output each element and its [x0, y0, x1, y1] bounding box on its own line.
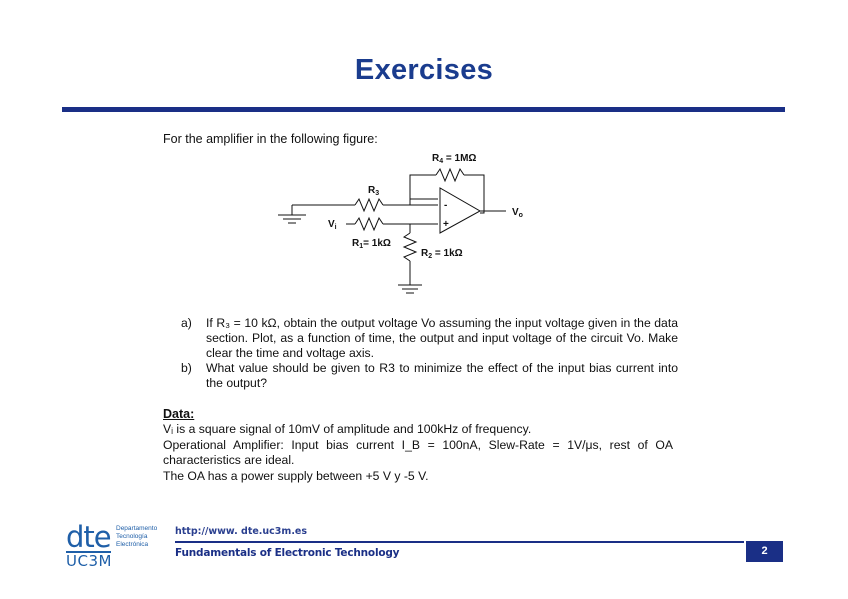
data-line-opamp: Operational Amplifier: Input bias current I_B = 100nA, Slew-Rate = 1V/μs, rest of OA characteristics are ideal. — [163, 437, 673, 467]
logo-uc3m-text: UC3M — [66, 552, 112, 570]
svg-text:R4 = 1MΩ: $R_4 = 1M\Omega$ — [432, 153, 477, 165]
svg-text:R2 = 1kΩ: $R_2 = 1k\Omega$ — [421, 248, 463, 260]
dte-logo — [66, 520, 166, 570]
logo-dte-text: dte — [66, 520, 111, 554]
footer-url-link[interactable]: http://www. dte.uc3m.es — [175, 526, 308, 537]
slide-title: Exercises — [354, 54, 494, 86]
footer-course-title: Fundamentals of Electronic Technology — [175, 547, 400, 559]
footer-rule — [175, 541, 744, 543]
feedback-wire — [410, 175, 438, 199]
questions-list — [181, 316, 678, 391]
data-line-supply: The OA has a power supply between +5 V y -5 V. — [163, 468, 429, 483]
question-a: a) If R₃ = 10 kΩ, obtain the output voltage Vo assuming the input voltage given in the data section. Plot, as a function of time, the output and input voltage of the circuit Vo. Make clear the time and voltage axis. — [181, 316, 678, 360]
svg-text:Vo: $V_o$ — [512, 207, 523, 219]
svg-text:R3: $R_3$ — [368, 185, 380, 197]
intro-text: For the amplifier in the following figure: — [163, 132, 378, 146]
title-rule — [62, 107, 785, 112]
svg-text:-: - — [444, 200, 448, 211]
question-b: b) What value should be given to R3 to minimize the effect of the input bias current into the output? — [181, 361, 678, 390]
svg-text:+: + — [443, 219, 449, 230]
page-number: 2 — [746, 541, 783, 562]
data-line-signal: Vᵢ is a square signal of 10mV of amplitude and 100kHz of frequency. — [163, 422, 532, 436]
svg-text:R1= 1kΩ: $R_1= 1k\Omega$ — [352, 238, 391, 250]
svg-text:Vi: $V_i$ — [328, 219, 337, 231]
data-body — [163, 422, 673, 484]
r3-resistor — [355, 199, 383, 211]
r2-resistor — [404, 233, 416, 261]
data-heading: Data: — [163, 407, 195, 421]
circuit-diagram — [270, 145, 530, 300]
r4-resistor — [436, 169, 464, 181]
r1-resistor — [355, 218, 383, 230]
logo-department: Departamento Tecnología Electrónica — [116, 525, 158, 548]
